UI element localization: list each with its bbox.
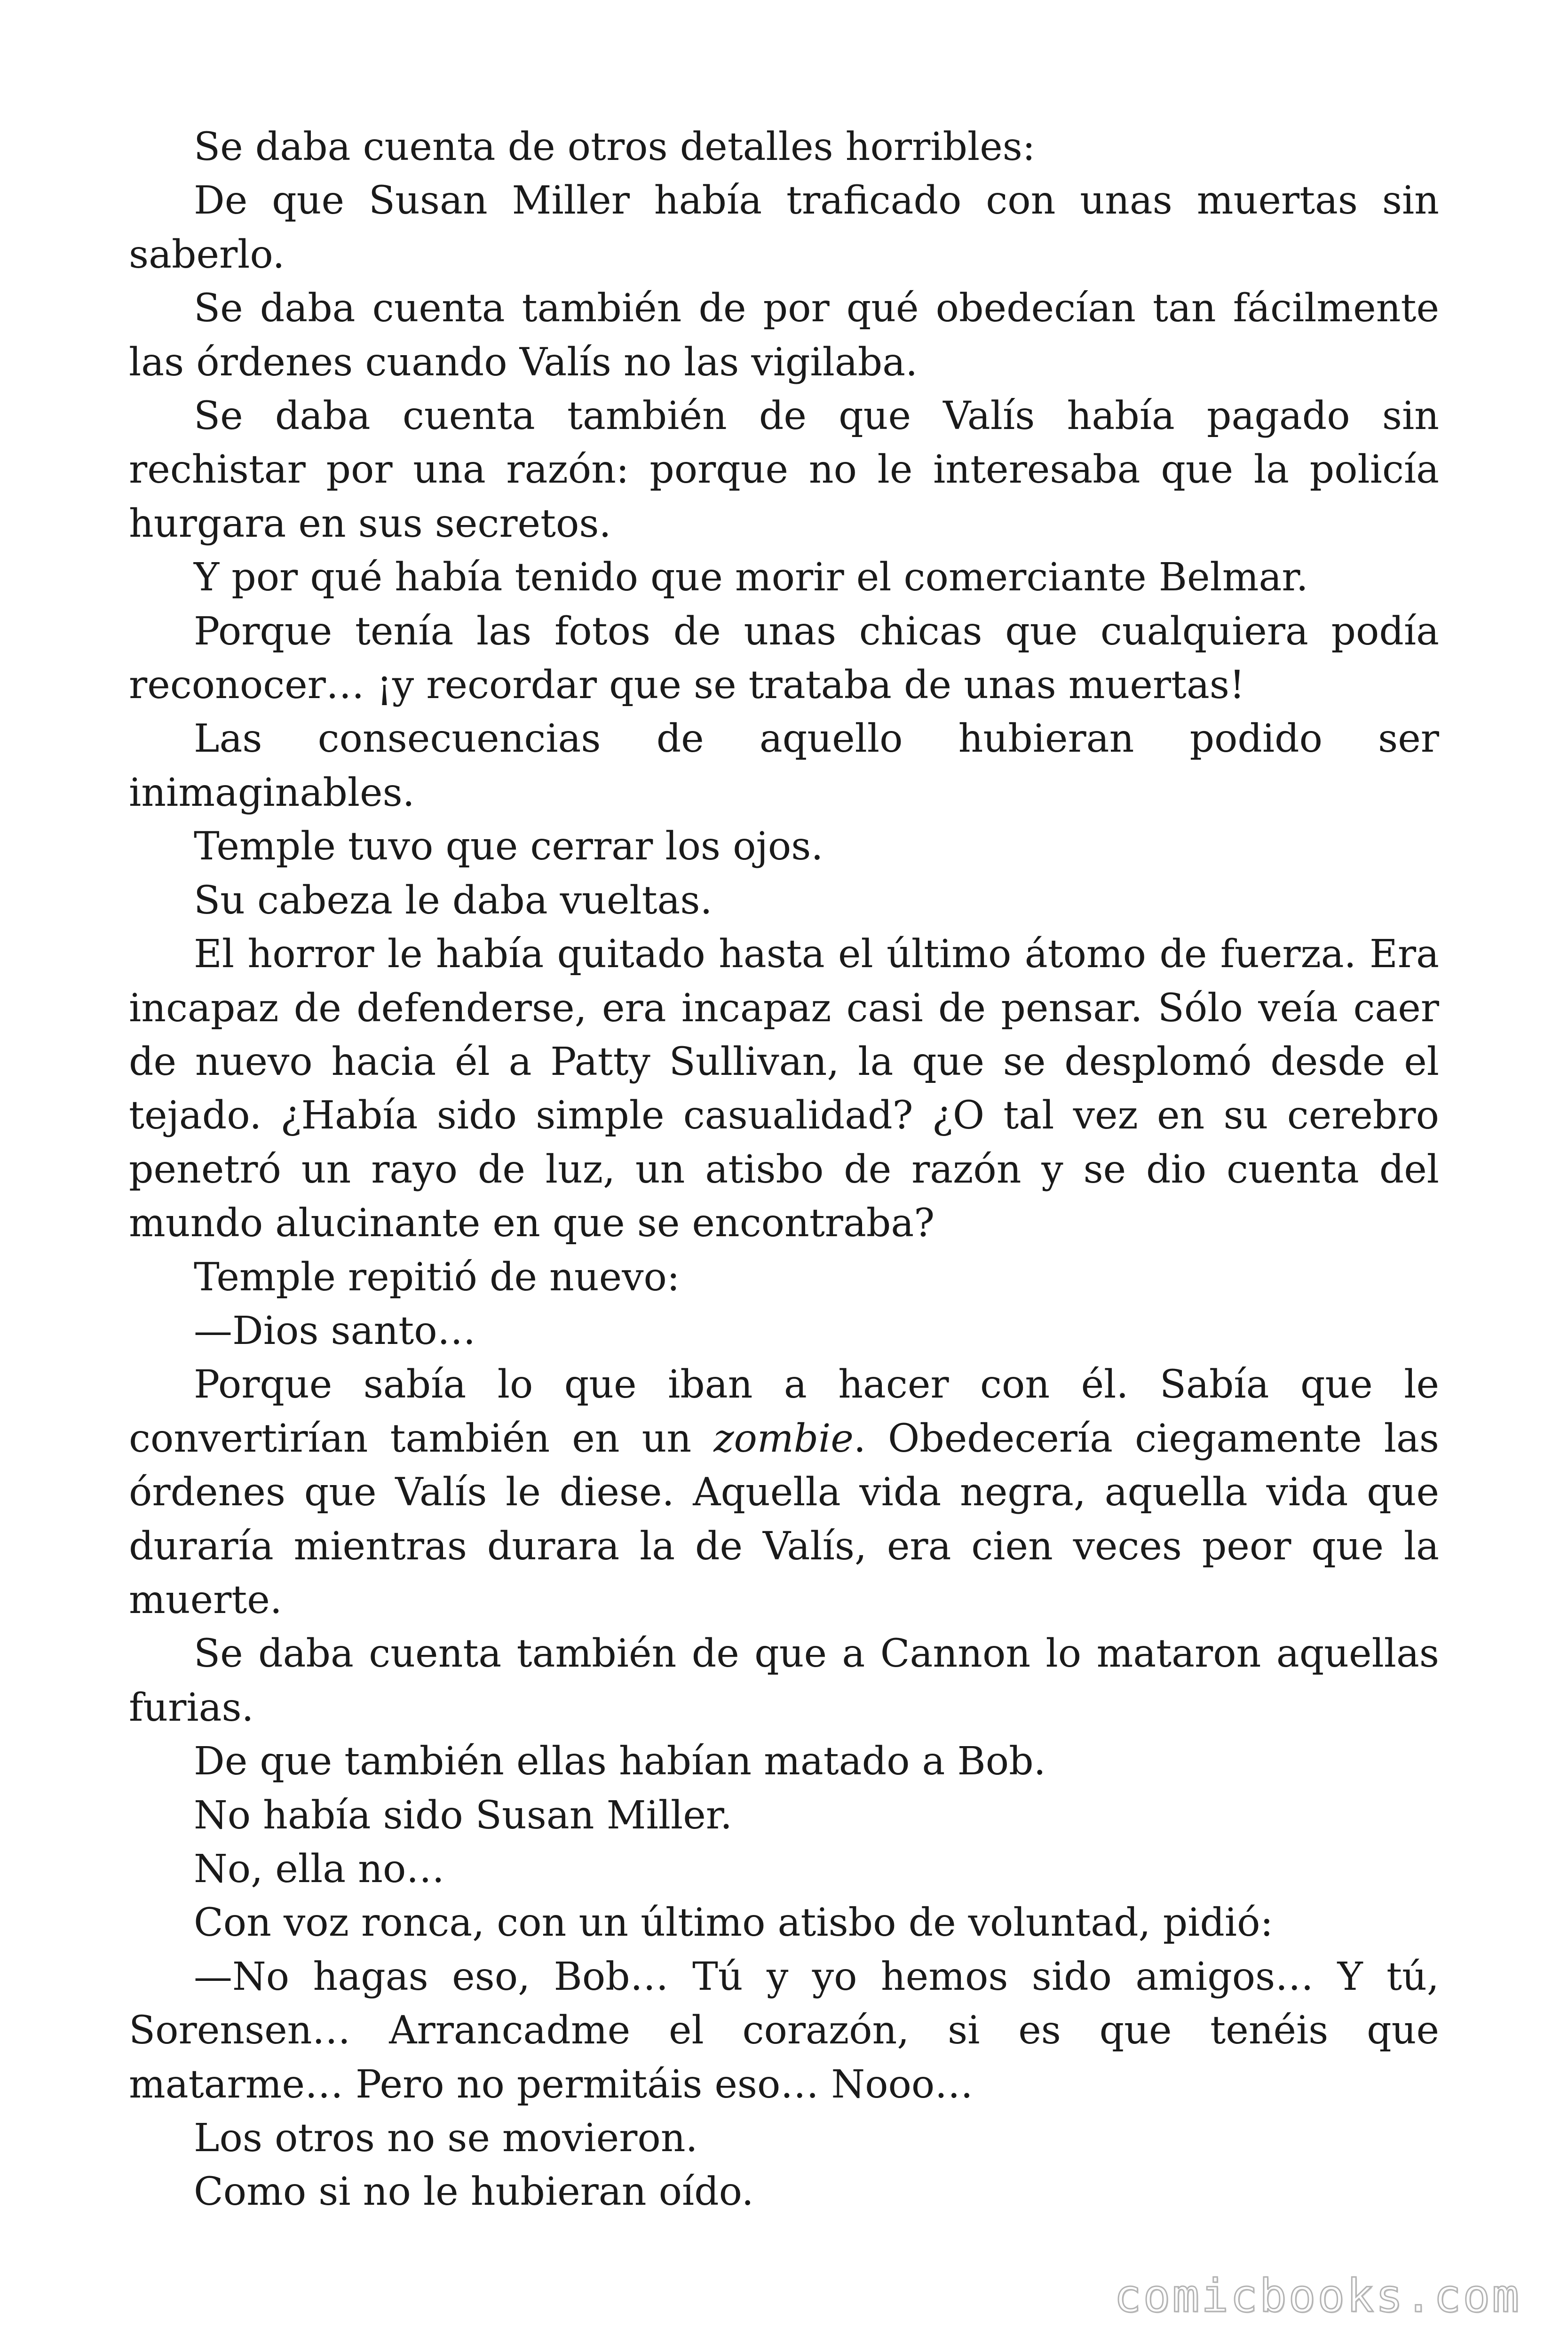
- paragraph: Porque tenía las fotos de unas chicas que cualquiera podía reconocer… ¡y recordar que se trataba de unas muertas!: [129, 609, 1439, 708]
- italic-word: zombie: [713, 1416, 854, 1461]
- paragraph: Se daba cuenta también de que a Cannon lo mataron aquellas furias.: [129, 1631, 1439, 1730]
- paragraph: No, ella no…: [194, 1847, 445, 1891]
- paragraph: Temple repitió de nuevo:: [194, 1255, 680, 1300]
- paragraph: Con voz ronca, con un último atisbo de voluntad, pidió:: [194, 1900, 1274, 1946]
- paragraph: Los otros no se movieron.: [194, 2116, 698, 2161]
- paragraph: Se daba cuenta también de que Valís había pagado sin rechistar por una razón: porque no le interesaba que la policía hurgara en sus secretos.: [129, 394, 1439, 546]
- paragraph-with-italic: [129, 1358, 1439, 1627]
- paragraph: Se daba cuenta también de por qué obedecían tan fácilmente las órdenes cuando Valís no las vigilaba.: [129, 286, 1439, 385]
- paragraph-text-after: . Obedecería ciegamente las órdenes que Valís le diese. Aquella vida negra, aquella vida que duraría mientras durara la de Valís, era cien veces peor que la muerte.: [129, 1416, 1439, 1622]
- paragraph: —No hagas eso, Bob… Tú y yo hemos sido amigos… Y tú, Sorensen… Arrancadme el corazón, si es que tenéis que matarme… Pero no permitáis eso… Nooo…: [129, 1954, 1439, 2107]
- paragraph: —Dios santo…: [194, 1308, 476, 1353]
- paragraph: De que Susan Miller había traficado con unas muertas sin saberlo.: [129, 178, 1439, 277]
- watermark-logo: comicbooks.com: [1114, 2270, 1521, 2322]
- paragraph: El horror le había quitado hasta el último átomo de fuerza. Era incapaz de defenderse, era incapaz casi de pensar. Sólo veía caer de nuevo hacia él a Patty Sullivan, la que se desplomó desde el tejado. ¿Había sido simple casualidad? ¿O tal vez en su cerebro penetró un rayo de luz, un atisbo de razón y se dio cuenta del mundo alucinante en que se encontraba?: [129, 932, 1439, 1246]
- body-text: [129, 120, 1439, 2219]
- paragraph: Su cabeza le daba vueltas.: [194, 878, 713, 923]
- paragraph: Las consecuencias de aquello hubieran podido ser inimaginables.: [129, 716, 1439, 815]
- paragraph: Temple tuvo que cerrar los ojos.: [194, 824, 824, 869]
- paragraph: Se daba cuenta de otros detalles horribles:: [194, 125, 1036, 169]
- paragraph: Como si no le hubieran oído.: [194, 2169, 754, 2215]
- paragraph: Y por qué había tenido que morir el comerciante Belmar.: [194, 555, 1308, 600]
- paragraph: De que también ellas habían matado a Bob.: [194, 1739, 1046, 1784]
- paragraph: No había sido Susan Miller.: [194, 1793, 733, 1838]
- paragraph-text-before: Porque sabía lo que iban a hacer con él. Sabía que le convertirían también en un: [129, 1362, 1439, 1461]
